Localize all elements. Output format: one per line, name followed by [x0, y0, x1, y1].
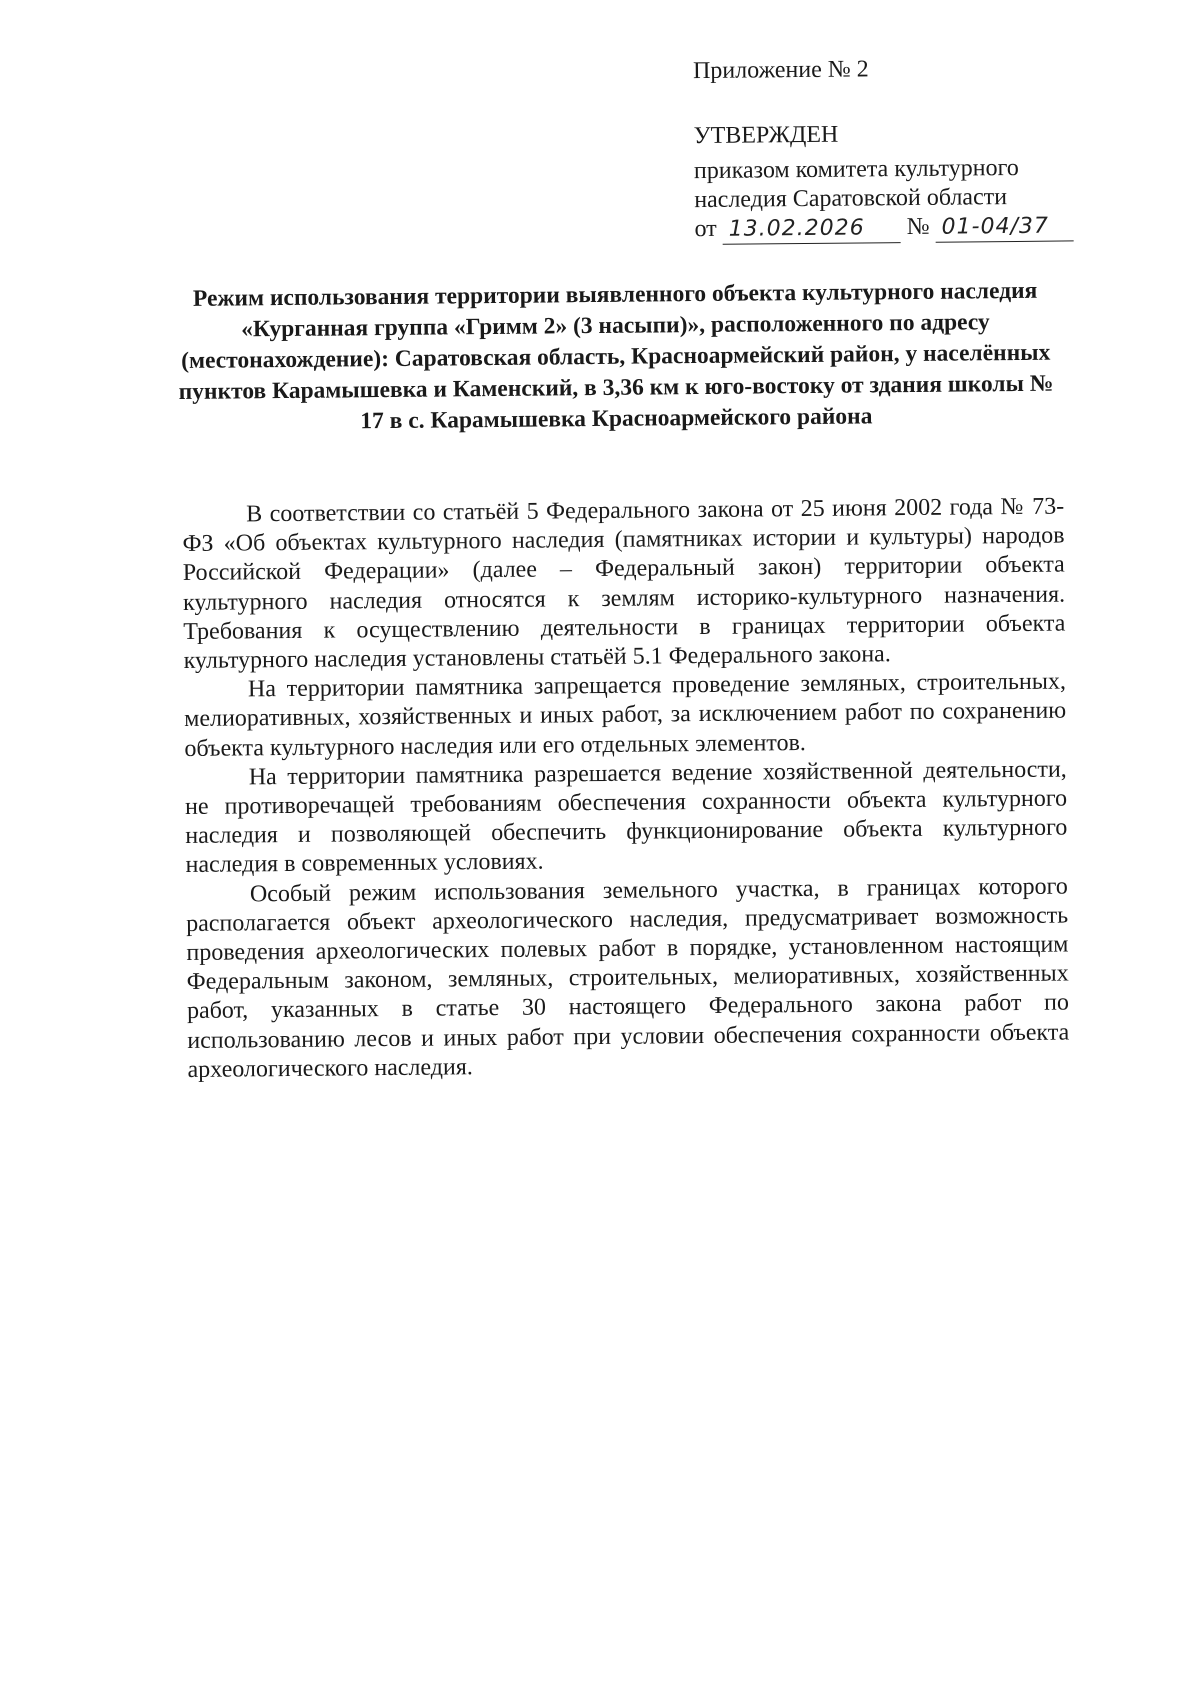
- order-line-1: приказом комитета культурного: [693, 154, 1019, 185]
- approved-heading: УТВЕРЖДЕН: [693, 121, 839, 150]
- document-body: [182, 493, 1070, 1086]
- date-prefix: от: [694, 215, 717, 243]
- handwritten-date: 13.02.2026: [723, 213, 901, 245]
- handwritten-order-number: 01-04/37: [935, 211, 1073, 242]
- order-date-number-line: [694, 211, 1114, 245]
- paragraph: На территории памятника разрешается ведение хозяйственной деятельности, не противоречащей требованиям обеспечения сохранности объекта культурного наследия и позволяющей обеспечить функционирование объекта культурного наследия в современных условиях.: [184, 756, 1068, 879]
- paragraph: На территории памятника запрещается проведение земляных, строительных, мелиоративных, хозяйственных и иных работ, за исключением работ по сохранению объекта культурного наследия или его отдельных элементов.: [184, 668, 1067, 762]
- annex-label: Приложение № 2: [692, 56, 869, 85]
- paragraph: В соответствии со статьёй 5 Федерального закона от 25 июня 2002 года № 73-ФЗ «Об объектах культурного наследия (памятниках истории и культуры) народов Российской Федерации» (далее – Федеральный закон) территории объекта культурного наследия относятся к землям историко-культурного назначения. Требования к осуществлению деятельности в границах территории объекта культурного наследия установлены статьёй 5.1 Федерального закона.: [182, 493, 1066, 675]
- document-title: Режим использования территории выявленного объекта культурного наследия «Курганная группа «Гримм 2» (3 насыпи)», расположенного по адресу (местонахождение): Саратовская область, Красноармейский район, у населённых пунктов Карамышевка и Каменский, в 3,36 км к юго-востоку от здания школы № 17 в с. Карамышевка Красноармейского района: [178, 277, 1054, 435]
- approval-block: [693, 53, 1115, 245]
- paragraph: Особый режим использования земельного участка, в границах которого располагается объект археологического наследия, предусматривает возможность проведения археологических полевых работ в порядке, установленном настоящим Федеральным законом, земляных, строительных, мелиоративных, хозяйственных работ, указанных в статье 30 настоящего Федерального закона работ по использованию лесов и иных работ при условии обеспечения сохранности объекта археологического наследия.: [186, 873, 1070, 1083]
- order-line-2: наследия Саратовской области: [694, 184, 1008, 214]
- number-sign: №: [906, 213, 930, 241]
